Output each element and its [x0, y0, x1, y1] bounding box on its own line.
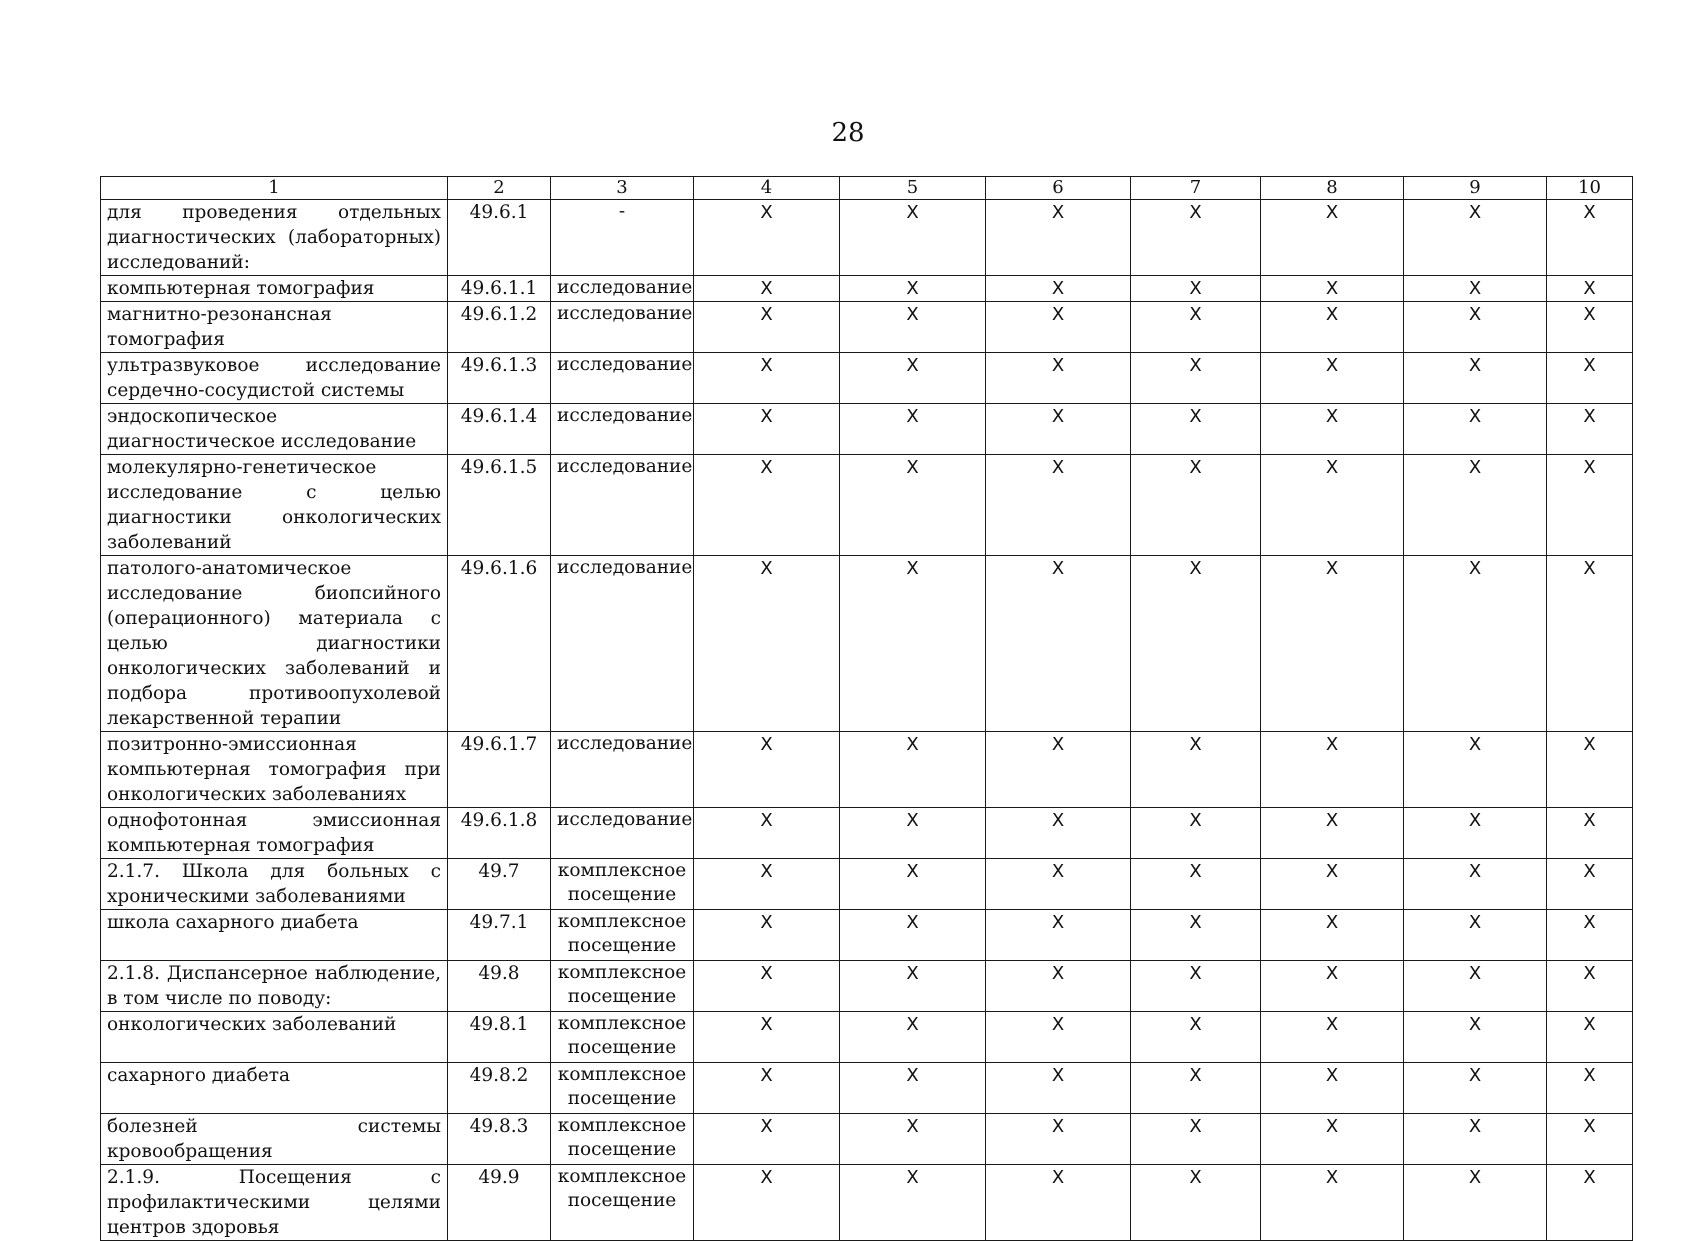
cell-x: X	[840, 859, 986, 910]
row-code: 49.9	[448, 1165, 551, 1241]
row-name: школа сахарного диабета	[101, 910, 448, 961]
cell-x: X	[1404, 1012, 1547, 1063]
cell-x: X	[986, 1114, 1131, 1165]
cell-x: X	[1131, 732, 1261, 808]
cell-x: X	[986, 1012, 1131, 1063]
row-name: молекулярно-генетическое исследование с целью диагностики онкологических заболеваний	[101, 455, 448, 556]
row-code: 49.6.1.4	[448, 404, 551, 455]
cell-x: X	[840, 404, 986, 455]
cell-x: X	[1404, 1165, 1547, 1241]
table-row	[101, 302, 1633, 353]
cell-x: X	[694, 455, 840, 556]
cell-x: X	[840, 353, 986, 404]
cell-x: X	[694, 1114, 840, 1165]
table-row	[101, 200, 1633, 276]
cell-x: X	[1547, 732, 1633, 808]
cell-x: X	[1404, 732, 1547, 808]
table-row	[101, 455, 1633, 556]
row-unit: комплексное посещение	[551, 1063, 694, 1114]
cell-x: X	[1547, 1165, 1633, 1241]
cell-x: X	[1404, 808, 1547, 859]
table-row	[101, 1165, 1633, 1241]
cell-x: X	[1404, 353, 1547, 404]
cell-x: X	[694, 556, 840, 732]
row-unit: комплексное посещение	[551, 1114, 694, 1165]
row-code: 49.6.1.8	[448, 808, 551, 859]
cell-x: X	[1261, 1063, 1404, 1114]
cell-x: X	[986, 353, 1131, 404]
cell-x: X	[1547, 961, 1633, 1012]
row-code: 49.6.1.6	[448, 556, 551, 732]
table-row	[101, 1063, 1633, 1114]
cell-x: X	[1261, 808, 1404, 859]
row-name: магнитно-резонансная томография	[101, 302, 448, 353]
row-code: 49.7.1	[448, 910, 551, 961]
row-unit: комплексное посещение	[551, 1165, 694, 1241]
row-unit: исследование	[551, 455, 694, 556]
cell-x: X	[840, 200, 986, 276]
row-name: 2.1.8. Диспансерное наблюдение, в том числе по поводу:	[101, 961, 448, 1012]
table-row	[101, 1114, 1633, 1165]
row-unit: исследование	[551, 353, 694, 404]
table-row	[101, 404, 1633, 455]
cell-x: X	[694, 302, 840, 353]
row-unit: исследование	[551, 808, 694, 859]
cell-x: X	[1261, 276, 1404, 302]
cell-x: X	[1404, 961, 1547, 1012]
cell-x: X	[1261, 556, 1404, 732]
cell-x: X	[1404, 200, 1547, 276]
cell-x: X	[694, 200, 840, 276]
cell-x: X	[1131, 808, 1261, 859]
column-number: 9	[1404, 177, 1547, 200]
cell-x: X	[1404, 910, 1547, 961]
cell-x: X	[1131, 859, 1261, 910]
cell-x: X	[1404, 276, 1547, 302]
cell-x: X	[840, 1165, 986, 1241]
cell-x: X	[1547, 1012, 1633, 1063]
cell-x: X	[986, 859, 1131, 910]
data-table	[100, 176, 1633, 1241]
table-row	[101, 910, 1633, 961]
column-number: 10	[1547, 177, 1633, 200]
cell-x: X	[694, 732, 840, 808]
row-code: 49.7	[448, 859, 551, 910]
cell-x: X	[840, 1012, 986, 1063]
cell-x: X	[1131, 1114, 1261, 1165]
cell-x: X	[1404, 556, 1547, 732]
row-code: 49.6.1.1	[448, 276, 551, 302]
cell-x: X	[840, 1114, 986, 1165]
row-code: 49.6.1	[448, 200, 551, 276]
table-row	[101, 353, 1633, 404]
column-number: 6	[986, 177, 1131, 200]
cell-x: X	[840, 1063, 986, 1114]
cell-x: X	[1261, 200, 1404, 276]
row-name: 2.1.9. Посещения с профилактическими целями центров здоровья	[101, 1165, 448, 1241]
row-name: компьютерная томография	[101, 276, 448, 302]
cell-x: X	[986, 1165, 1131, 1241]
row-name: позитронно-эмиссионная компьютерная томография при онкологических заболеваниях	[101, 732, 448, 808]
cell-x: X	[1547, 404, 1633, 455]
row-code: 49.6.1.3	[448, 353, 551, 404]
row-code: 49.6.1.2	[448, 302, 551, 353]
row-name: онкологических заболеваний	[101, 1012, 448, 1063]
row-unit: исследование	[551, 556, 694, 732]
cell-x: X	[1547, 910, 1633, 961]
cell-x: X	[1404, 1114, 1547, 1165]
cell-x: X	[694, 276, 840, 302]
row-code: 49.6.1.5	[448, 455, 551, 556]
cell-x: X	[1131, 910, 1261, 961]
cell-x: X	[694, 353, 840, 404]
page-number: 28	[831, 118, 865, 148]
row-name: однофотонная эмиссионная компьютерная томография	[101, 808, 448, 859]
table-row	[101, 961, 1633, 1012]
cell-x: X	[1547, 859, 1633, 910]
column-number: 4	[694, 177, 840, 200]
table-row	[101, 276, 1633, 302]
cell-x: X	[986, 404, 1131, 455]
cell-x: X	[840, 961, 986, 1012]
row-unit: исследование	[551, 404, 694, 455]
cell-x: X	[1131, 353, 1261, 404]
cell-x: X	[986, 1063, 1131, 1114]
cell-x: X	[1261, 1012, 1404, 1063]
cell-x: X	[1261, 404, 1404, 455]
row-unit: комплексное посещение	[551, 1012, 694, 1063]
column-number: 5	[840, 177, 986, 200]
cell-x: X	[1261, 455, 1404, 556]
table-row	[101, 808, 1633, 859]
cell-x: X	[1131, 200, 1261, 276]
cell-x: X	[1261, 859, 1404, 910]
column-number-row	[101, 177, 1633, 200]
row-code: 49.8.2	[448, 1063, 551, 1114]
cell-x: X	[1404, 1063, 1547, 1114]
cell-x: X	[1547, 455, 1633, 556]
cell-x: X	[1261, 1165, 1404, 1241]
cell-x: X	[1404, 404, 1547, 455]
cell-x: X	[1547, 302, 1633, 353]
cell-x: X	[986, 455, 1131, 556]
row-code: 49.6.1.7	[448, 732, 551, 808]
cell-x: X	[840, 455, 986, 556]
cell-x: X	[840, 910, 986, 961]
row-name: 2.1.7. Школа для больных с хроническими заболеваниями	[101, 859, 448, 910]
row-name: ультразвуковое исследование сердечно-сосудистой системы	[101, 353, 448, 404]
table-row	[101, 732, 1633, 808]
cell-x: X	[986, 200, 1131, 276]
cell-x: X	[694, 1165, 840, 1241]
column-number: 1	[101, 177, 448, 200]
table-row	[101, 859, 1633, 910]
row-code: 49.8.1	[448, 1012, 551, 1063]
cell-x: X	[694, 859, 840, 910]
cell-x: X	[1131, 302, 1261, 353]
cell-x: X	[840, 808, 986, 859]
cell-x: X	[986, 556, 1131, 732]
column-number: 8	[1261, 177, 1404, 200]
column-number: 7	[1131, 177, 1261, 200]
cell-x: X	[1547, 556, 1633, 732]
cell-x: X	[1261, 732, 1404, 808]
row-name: болезней системы кровообращения	[101, 1114, 448, 1165]
cell-x: X	[1261, 302, 1404, 353]
cell-x: X	[694, 1063, 840, 1114]
row-name: патолого-анатомическое исследование биопсийного (операционного) материала с целью диагностики онкологических заболеваний и подбора противоопухолевой лекарственной терапии	[101, 556, 448, 732]
row-unit: исследование	[551, 302, 694, 353]
cell-x: X	[694, 808, 840, 859]
cell-x: X	[986, 302, 1131, 353]
table-row	[101, 1012, 1633, 1063]
cell-x: X	[1131, 961, 1261, 1012]
cell-x: X	[840, 556, 986, 732]
cell-x: X	[1131, 1012, 1261, 1063]
row-unit: исследование	[551, 276, 694, 302]
row-name: эндоскопическое диагностическое исследование	[101, 404, 448, 455]
cell-x: X	[694, 404, 840, 455]
cell-x: X	[1404, 455, 1547, 556]
cell-x: X	[1131, 556, 1261, 732]
cell-x: X	[1547, 276, 1633, 302]
cell-x: X	[1547, 353, 1633, 404]
cell-x: X	[986, 808, 1131, 859]
row-code: 49.8.3	[448, 1114, 551, 1165]
cell-x: X	[1547, 1063, 1633, 1114]
cell-x: X	[986, 910, 1131, 961]
cell-x: X	[1404, 859, 1547, 910]
cell-x: X	[1131, 1165, 1261, 1241]
cell-x: X	[1131, 276, 1261, 302]
cell-x: X	[840, 732, 986, 808]
row-unit: -	[551, 200, 694, 276]
cell-x: X	[1547, 1114, 1633, 1165]
cell-x: X	[840, 302, 986, 353]
cell-x: X	[840, 276, 986, 302]
cell-x: X	[1261, 1114, 1404, 1165]
cell-x: X	[1131, 455, 1261, 556]
cell-x: X	[694, 1012, 840, 1063]
column-number: 3	[551, 177, 694, 200]
row-unit: комплексное посещение	[551, 961, 694, 1012]
row-unit: комплексное посещение	[551, 910, 694, 961]
row-unit: комплексное посещение	[551, 859, 694, 910]
cell-x: X	[1261, 910, 1404, 961]
row-name: для проведения отдельных диагностических (лабораторных) исследований:	[101, 200, 448, 276]
row-code: 49.8	[448, 961, 551, 1012]
cell-x: X	[1131, 1063, 1261, 1114]
row-name: сахарного диабета	[101, 1063, 448, 1114]
cell-x: X	[986, 961, 1131, 1012]
table-row	[101, 556, 1633, 732]
cell-x: X	[1547, 808, 1633, 859]
cell-x: X	[1404, 302, 1547, 353]
cell-x: X	[694, 961, 840, 1012]
cell-x: X	[694, 910, 840, 961]
column-number: 2	[448, 177, 551, 200]
cell-x: X	[1131, 404, 1261, 455]
row-unit: исследование	[551, 732, 694, 808]
cell-x: X	[986, 732, 1131, 808]
cell-x: X	[1261, 353, 1404, 404]
cell-x: X	[1547, 200, 1633, 276]
cell-x: X	[986, 276, 1131, 302]
cell-x: X	[1261, 961, 1404, 1012]
